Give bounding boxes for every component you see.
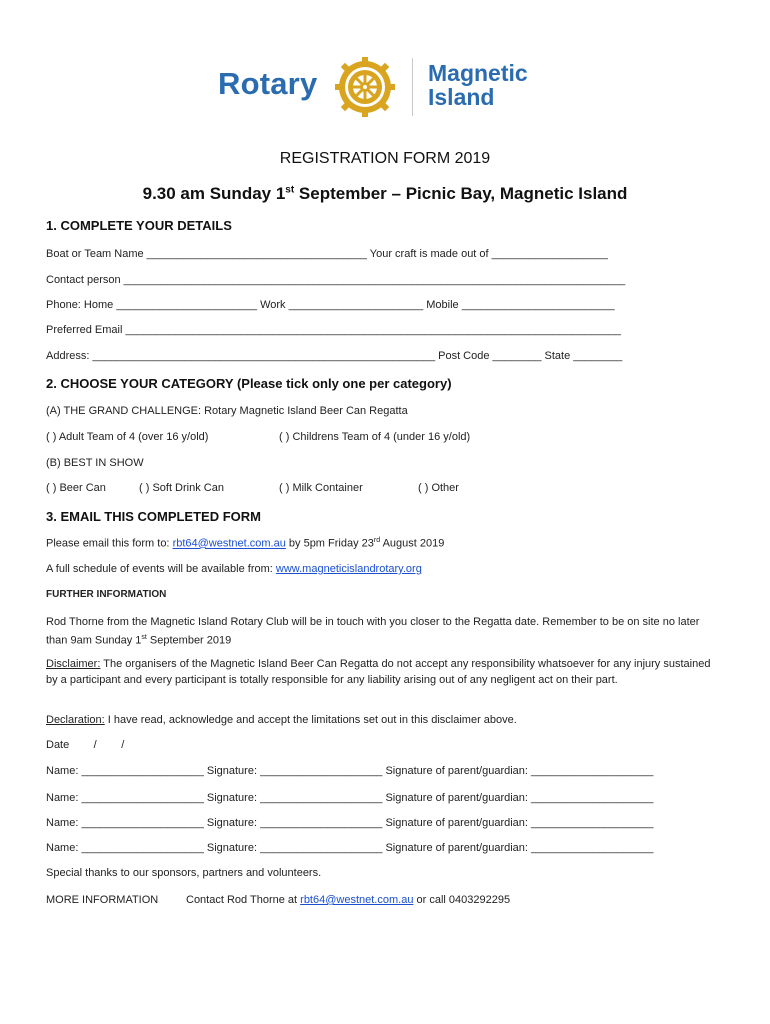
- declaration-text: I have read, acknowledge and accept the limitations set out in this disclaimer above.: [104, 714, 517, 726]
- best-in-show-label: (B) BEST IN SHOW: [46, 457, 144, 469]
- contact-post-text: or call 0403292295: [413, 894, 511, 906]
- soft-drink-can-checkbox[interactable]: ( ) Soft Drink Can: [139, 482, 224, 494]
- subtitle-sup: st: [285, 184, 295, 196]
- email-pre-text: Please email this form to:: [46, 537, 173, 550]
- section1-heading: 1. COMPLETE YOUR DETAILS: [46, 218, 232, 233]
- more-information-label: MORE INFORMATION: [46, 894, 159, 906]
- subtitle-part-a: 9.30 am Sunday 1: [142, 184, 286, 203]
- declaration-paragraph: [46, 714, 517, 726]
- further-text-a: Rod Thorne from the Magnetic Island Rotary Club will be in touch with you closer to the Regatta date. Remember to be on site no later than 9am Sunday 1: [46, 616, 700, 647]
- event-subtitle: [0, 184, 770, 204]
- other-checkbox[interactable]: ( ) Other: [418, 482, 459, 494]
- schedule-website-link[interactable]: www.magneticislandrotary.org: [275, 563, 422, 575]
- thanks-text: Special thanks to our sponsors, partners and volunteers.: [46, 867, 322, 879]
- email-post-text: August 2019: [380, 537, 445, 550]
- adult-team-checkbox[interactable]: ( ) Adult Team of 4 (over 16 y/old): [46, 431, 209, 443]
- schedule-pre-text: A full schedule of events will be available from:: [46, 563, 276, 575]
- disclaimer-text: The organisers of the Magnetic Island Beer Can Regatta do not accept any responsibility whatsoever for any injury sustained by a participant and every participant is totally responsible for any liability arising out of any negligent act on their part.: [46, 658, 711, 686]
- date-field[interactable]: Date / /: [46, 739, 125, 751]
- logo-divider: [412, 58, 413, 116]
- childrens-team-checkbox[interactable]: ( ) Childrens Team of 4 (under 16 y/old): [279, 431, 471, 443]
- email-instructions: [46, 537, 444, 550]
- beer-can-checkbox[interactable]: ( ) Beer Can: [46, 482, 106, 494]
- contact-email-link[interactable]: rbt64@westnet.com.au: [300, 894, 414, 906]
- milk-container-checkbox[interactable]: ( ) Milk Container: [279, 482, 363, 494]
- email-link[interactable]: rbt64@westnet.com.au: [172, 537, 286, 550]
- disclaimer-label: Disclaimer:: [46, 658, 101, 670]
- rotary-wheel-icon: [334, 56, 396, 118]
- form-title: REGISTRATION FORM 2019: [279, 150, 491, 167]
- section3-heading: 3. EMAIL THIS COMPLETED FORM: [46, 509, 261, 524]
- logo-rotary-text: Rotary: [218, 66, 318, 101]
- email-mid-text: by 5pm Friday 23: [285, 537, 374, 550]
- declaration-label: Declaration:: [46, 714, 105, 726]
- logo-magnetic-island-text: [428, 61, 528, 109]
- name-signature-row[interactable]: Name: ____________________ Signature: ____________________ Signature of parent/guardian: ____________________: [46, 842, 654, 854]
- name-signature-row[interactable]: Name: ____________________ Signature: ____________________ Signature of parent/guardian: ____________________: [46, 792, 654, 804]
- preferred-email-field[interactable]: Preferred Email _________________________________________________________________________________: [46, 324, 622, 336]
- further-information-text: [46, 614, 716, 649]
- logo-magnetic: Magnetic: [428, 60, 528, 86]
- contact-information: [186, 894, 510, 906]
- further-text-b: September 2019: [146, 634, 232, 647]
- further-information-heading: FURTHER INFORMATION: [46, 589, 167, 600]
- schedule-info: [46, 563, 422, 575]
- contact-pre-text: Contact Rod Thorne at: [186, 894, 301, 906]
- contact-person-field[interactable]: Contact person __________________________________________________________________________________: [46, 274, 626, 286]
- name-signature-row[interactable]: Name: ____________________ Signature: ____________________ Signature of parent/guardian: ____________________: [46, 765, 654, 777]
- section2-heading: 2. CHOOSE YOUR CATEGORY (Please tick only one per category): [46, 376, 452, 391]
- subtitle-part-b: September – Picnic Bay, Magnetic Island: [294, 184, 628, 203]
- logo-island: Island: [428, 84, 495, 110]
- name-signature-row[interactable]: Name: ____________________ Signature: ____________________ Signature of parent/guardian: ____________________: [46, 817, 654, 829]
- further-sup: st: [141, 634, 147, 641]
- address-field[interactable]: Address: ________________________________________________________ Post Code ________ State ________: [46, 350, 623, 362]
- email-sup: rd: [373, 537, 381, 544]
- rotary-magnetic-island-logo: [218, 56, 558, 118]
- grand-challenge-label: (A) THE GRAND CHALLENGE: Rotary Magnetic Island Beer Can Regatta: [46, 405, 408, 417]
- boat-team-field[interactable]: Boat or Team Name ____________________________________ Your craft is made out of ___________________: [46, 248, 608, 260]
- phone-fields[interactable]: Phone: Home _______________________ Work ______________________ Mobile _________________________: [46, 299, 615, 311]
- disclaimer-paragraph: [46, 656, 716, 688]
